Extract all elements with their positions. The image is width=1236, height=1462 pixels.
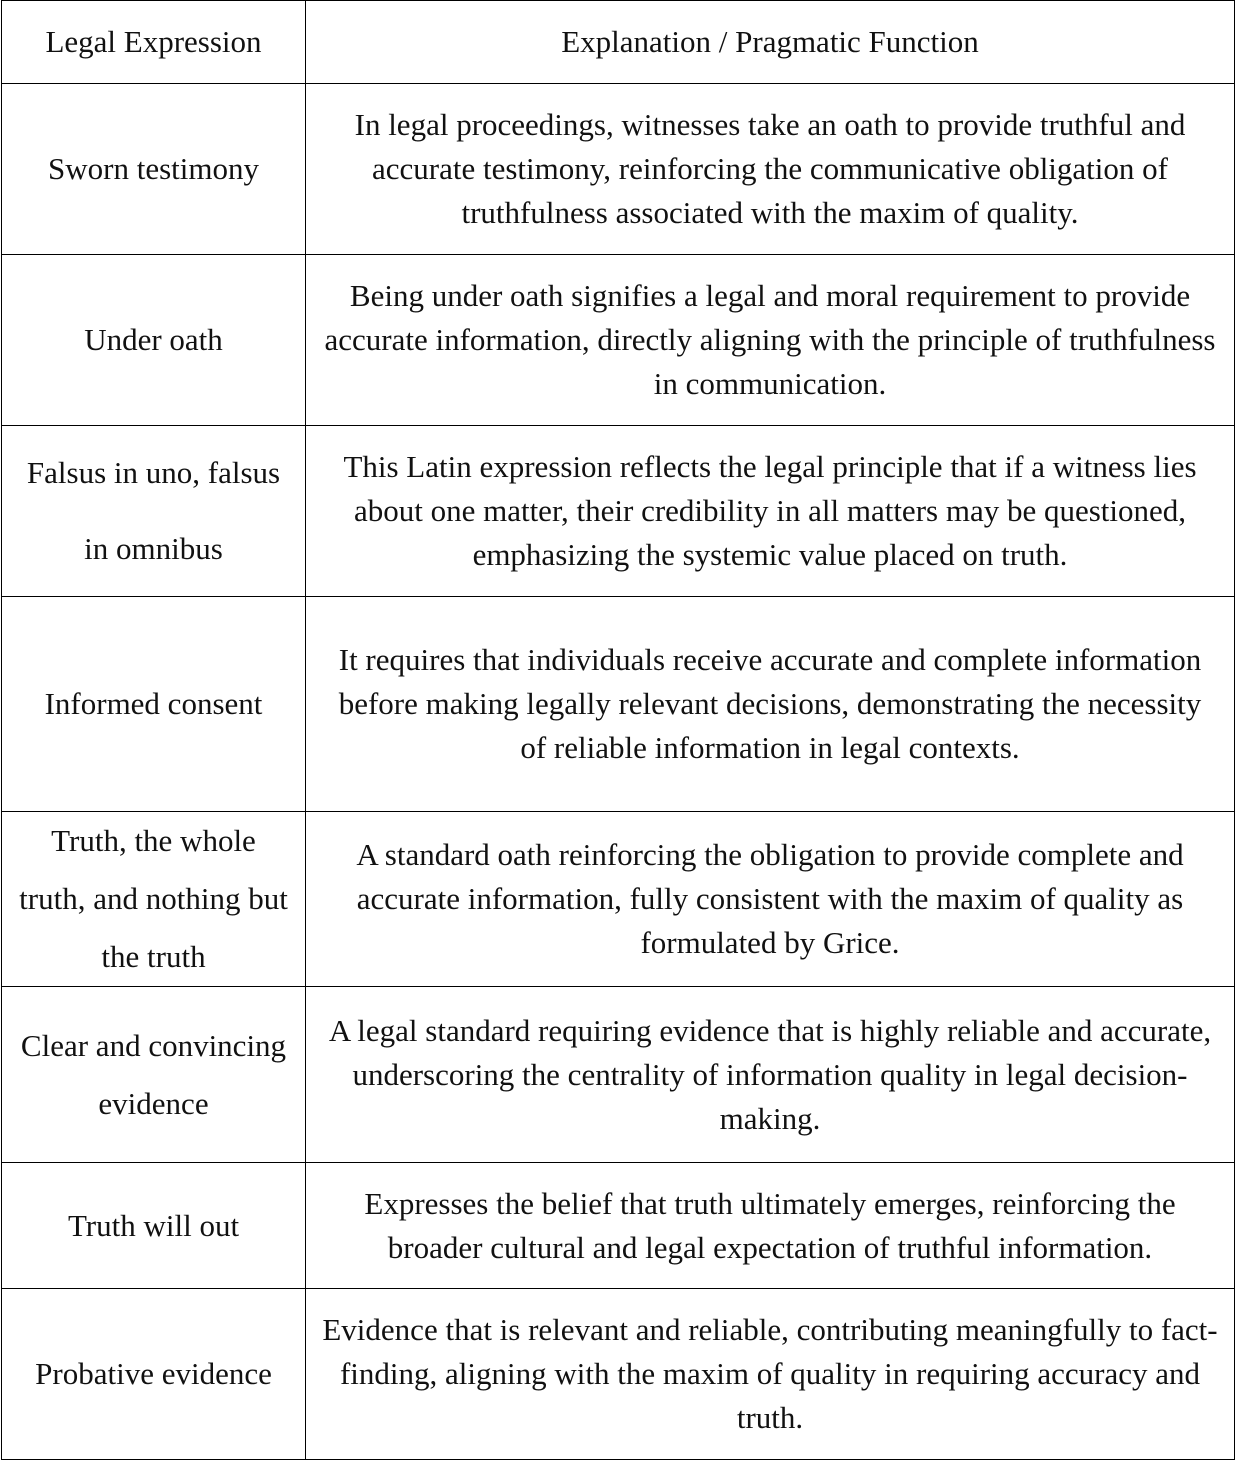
table-row [2,84,1235,255]
header-explanation: Explanation / Pragmatic Function [306,1,1235,84]
explanation-cell: Evidence that is relevant and reliable, contributing meaningfully to fact-finding, aligning with the maxim of quality in requiring accuracy and truth. [306,1289,1235,1460]
explanation-cell: In legal proceedings, witnesses take an oath to provide truthful and accurate testimony, reinforcing the communicative obligation of truthfulness associated with the maxim of quality. [306,84,1235,255]
table-row [2,1289,1235,1460]
legal-expression-cell: Truth will out [2,1163,306,1289]
legal-expressions-table [1,0,1235,1460]
table-row [2,597,1235,812]
explanation-cell: It requires that individuals receive accurate and complete information before making legally relevant decisions, demonstrating the necessity of reliable information in legal contexts. [306,597,1235,812]
table-row [2,987,1235,1163]
explanation-cell: A standard oath reinforcing the obligation to provide complete and accurate information, fully consistent with the maxim of quality as formulated by Grice. [306,812,1235,987]
table-row [2,1163,1235,1289]
legal-expression-cell: Sworn testimony [2,84,306,255]
legal-expression-cell: Truth, the whole truth, and nothing but the truth [2,812,306,987]
explanation-cell: A legal standard requiring evidence that is highly reliable and accurate, underscoring the centrality of information quality in legal decision-making. [306,987,1235,1163]
table-header-row [2,1,1235,84]
header-legal-expression: Legal Expression [2,1,306,84]
legal-expression-cell: Probative evidence [2,1289,306,1460]
legal-expression-cell: Falsus in uno, falsus in omnibus [2,426,306,597]
explanation-cell: This Latin expression reflects the legal principle that if a witness lies about one matter, their credibility in all matters may be questioned, emphasizing the systemic value placed on truth. [306,426,1235,597]
explanation-cell: Expresses the belief that truth ultimately emerges, reinforcing the broader cultural and legal expectation of truthful information. [306,1163,1235,1289]
legal-expression-cell: Informed consent [2,597,306,812]
table-row [2,812,1235,987]
table-row [2,255,1235,426]
legal-expression-cell: Clear and convincing evidence [2,987,306,1163]
table-row [2,426,1235,597]
explanation-cell: Being under oath signifies a legal and moral requirement to provide accurate information, directly aligning with the principle of truthfulness in communication. [306,255,1235,426]
legal-expression-cell: Under oath [2,255,306,426]
